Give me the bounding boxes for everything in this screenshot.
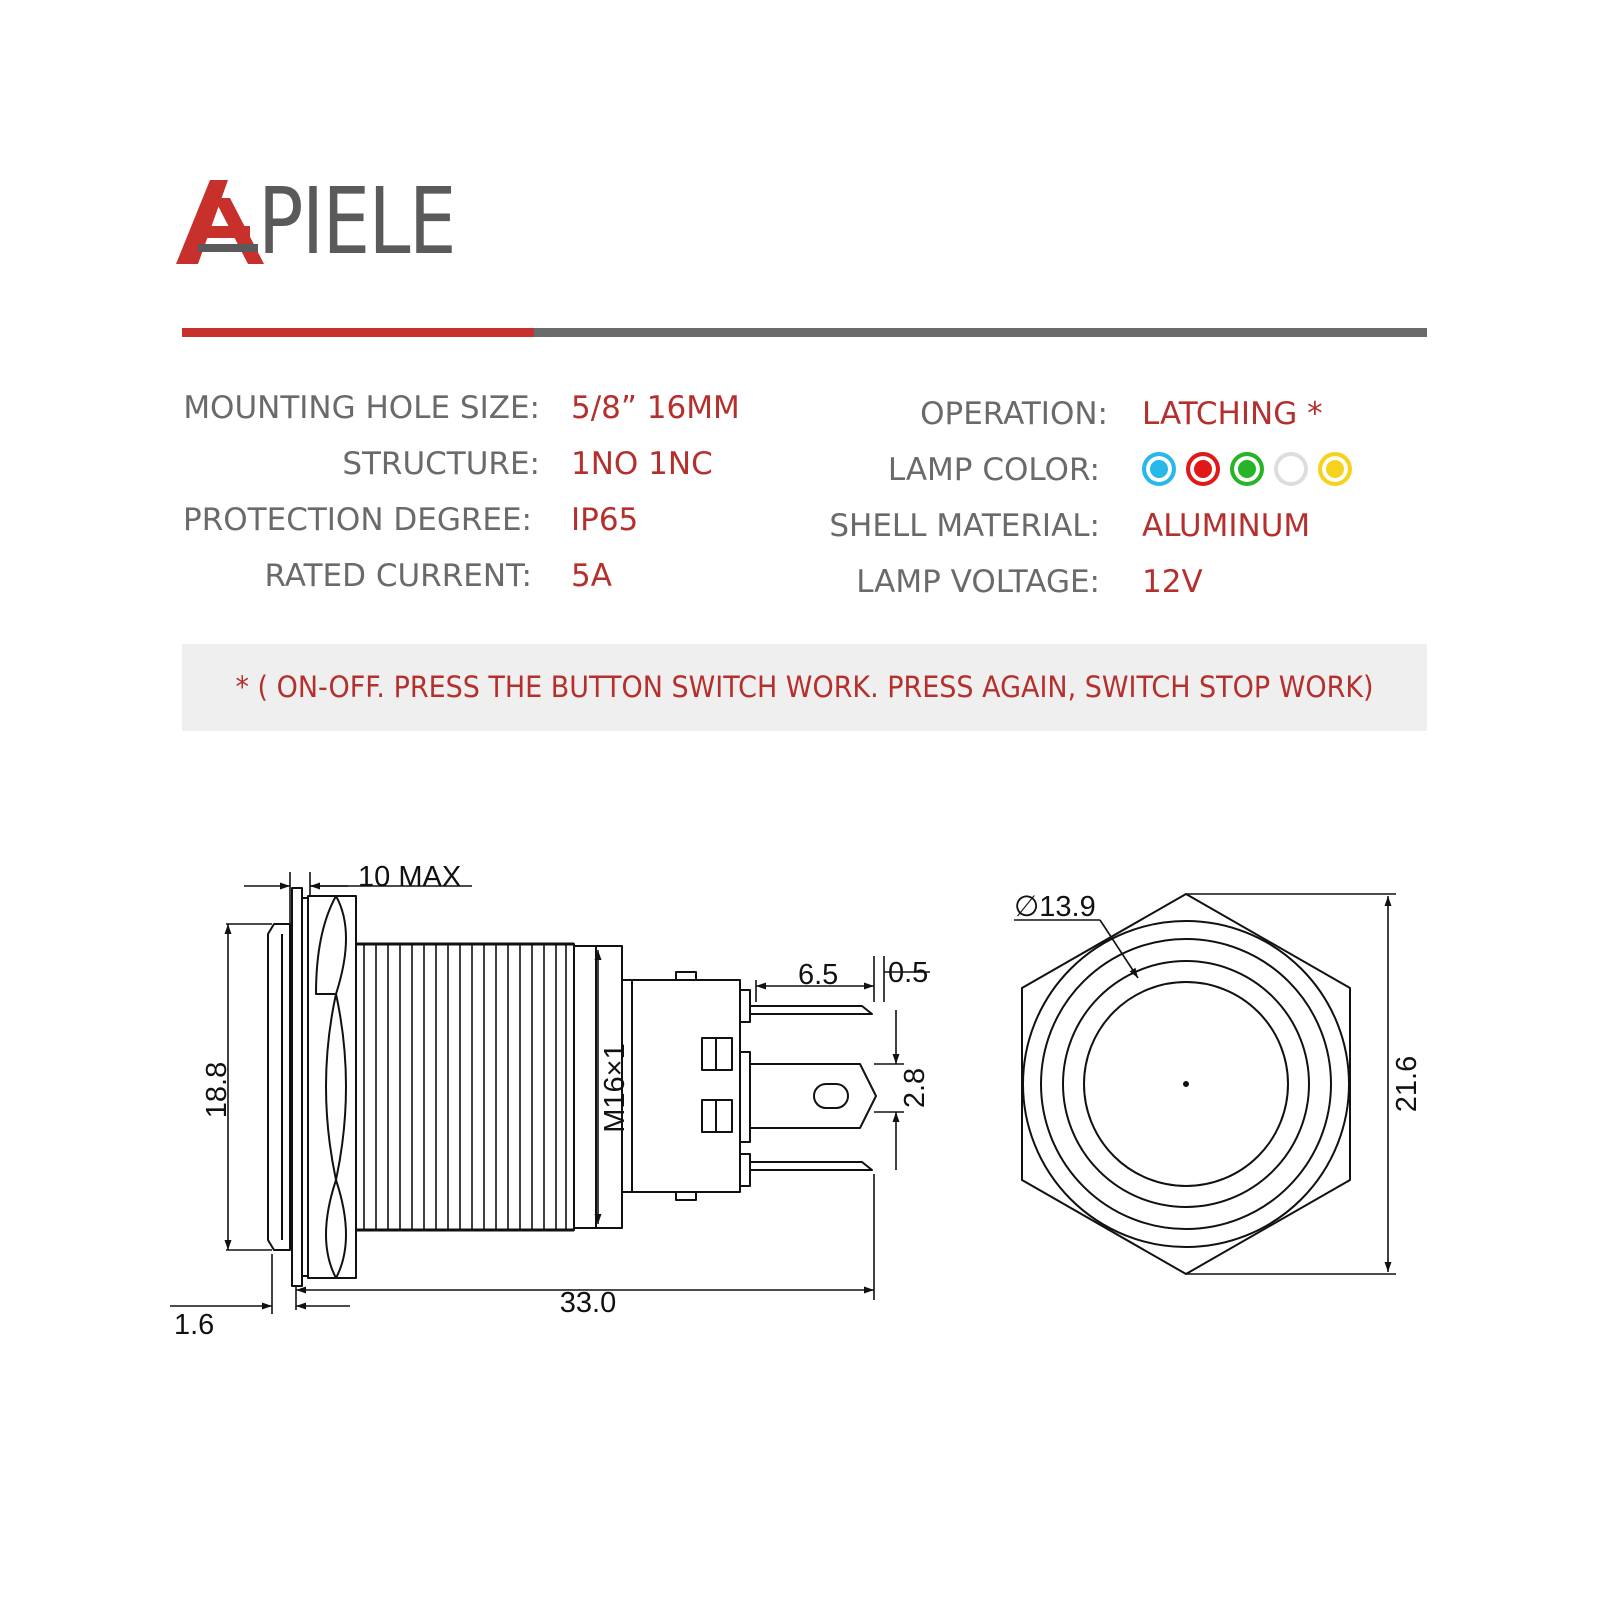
dim-21-6: 21.6 [1391, 1055, 1423, 1113]
dim-0-5: 0.5 [888, 957, 929, 989]
latching-note-text: * ( ON-OFF. PRESS THE BUTTON SWITCH WORK. PRESS AGAIN, SWITCH STOP WORK) [235, 670, 1374, 704]
spec-value-operation: LATCHING * [1142, 396, 1323, 432]
terminal-pins [750, 1006, 876, 1170]
dim-thread-m16: M16×1 [599, 1043, 631, 1133]
spec-value-mounting-hole: 5/8” 16MM [571, 390, 740, 426]
dim-10-max: 10 MAX [358, 861, 462, 893]
spec-value-protection: IP65 [571, 502, 639, 538]
rear-collar [574, 946, 596, 1228]
dim-6-5: 6.5 [798, 959, 839, 991]
bezel-flange [292, 888, 302, 1286]
button-cap-side [268, 924, 290, 1250]
spec-value-rated-current: 5A [571, 558, 612, 594]
switch-base [622, 972, 750, 1200]
spec-label-lamp-voltage: LAMP VOLTAGE: [856, 564, 1100, 600]
spec-label-protection: PROTECTION DEGREE: [183, 502, 532, 538]
dim-1-6: 1.6 [174, 1309, 215, 1341]
spec-label-lamp-color: LAMP COLOR: [887, 452, 1100, 488]
spec-value-shell-material: ALUMINUM [1142, 508, 1311, 544]
spec-label-structure: STRUCTURE: [342, 446, 540, 482]
spec-value-lamp-voltage: 12V [1142, 564, 1203, 600]
front-dimension-lines [1014, 894, 1396, 1274]
hex-nut-side [308, 896, 356, 1278]
spec-label-operation: OPERATION: [920, 396, 1108, 432]
spec-value-structure: 1NO 1NC [571, 446, 713, 482]
threaded-body [356, 944, 574, 1230]
dim-33-0: 33.0 [559, 1287, 617, 1319]
dim-13-9-diameter: ∅13.9 [1014, 891, 1096, 923]
hex-nut-front [1022, 894, 1350, 1274]
side-dimension-lines [170, 872, 930, 1314]
spec-label-rated-current: RATED CURRENT: [264, 558, 532, 594]
brand-name: PIELE [258, 168, 455, 275]
spec-label-mounting-hole: MOUNTING HOLE SIZE: [183, 390, 540, 426]
spec-label-shell-material: SHELL MATERIAL: [829, 508, 1100, 544]
dim-2-8: 2.8 [899, 1067, 931, 1109]
dim-18-8: 18.8 [201, 1061, 233, 1119]
